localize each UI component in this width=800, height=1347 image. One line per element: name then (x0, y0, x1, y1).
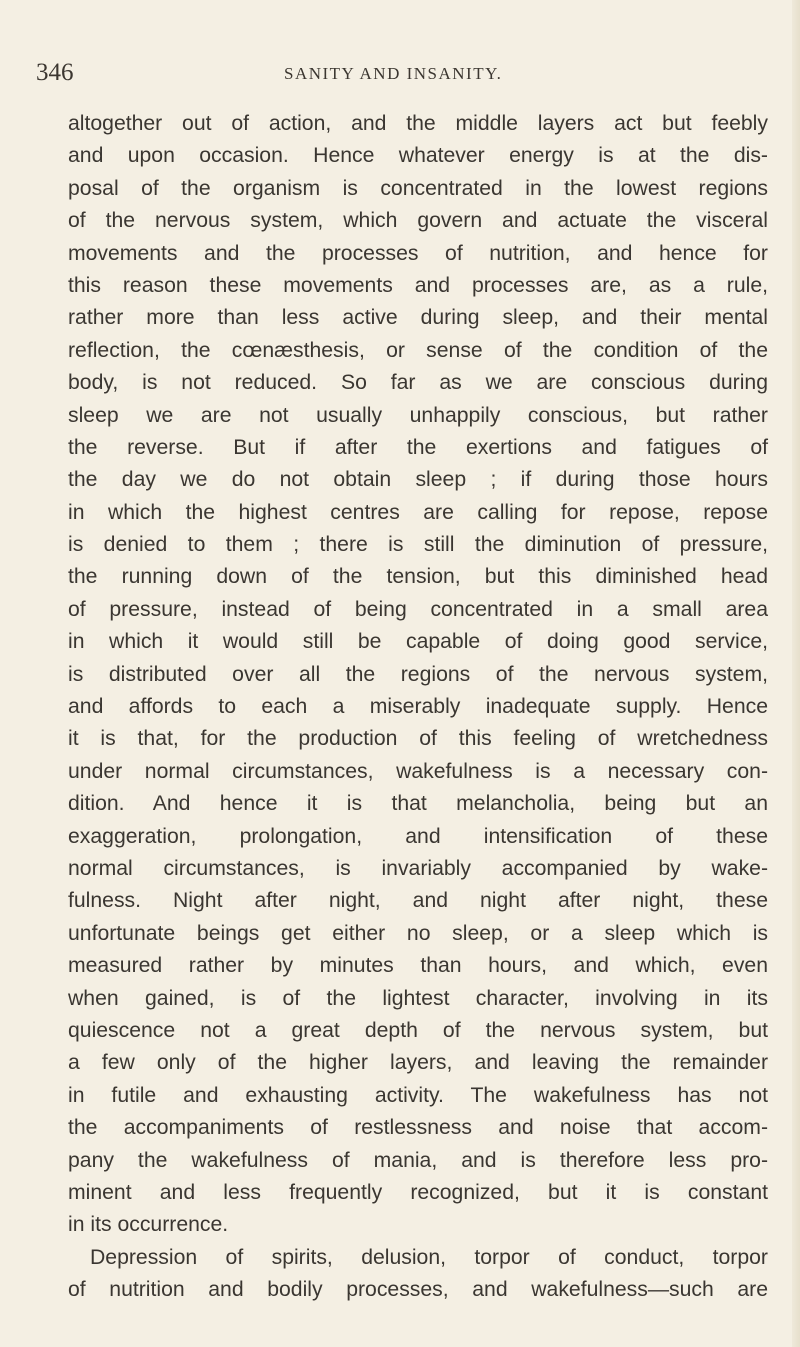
text-line: posal of the organism is concentrated in the lowest regions (68, 176, 768, 200)
text-line: measured rather by minutes than hours, and which, even (68, 954, 768, 978)
running-title: SANITY AND INSANITY. (284, 64, 503, 83)
text-line: the reverse. But if after the exertions and fatigues of (68, 435, 768, 459)
text-line: a few only of the higher layers, and leaving the remainder (68, 1051, 768, 1075)
text-line: and affords to each a miserably inadequate supply. Hence (68, 695, 768, 719)
text-line: the accompaniments of restlessness and noise that accom- (68, 1116, 768, 1140)
text-line: quiescence not a great depth of the nervous system, but (68, 1018, 768, 1042)
text-line: of the nervous system, which govern and actuate the visceral (68, 209, 768, 233)
text-line: the day we do not obtain sleep ; if during those hours (68, 468, 768, 492)
text-line: altogether out of action, and the middle layers act but feebly (68, 112, 768, 135)
running-head (36, 58, 736, 88)
text-line: in which it would still be capable of doing good service, (68, 630, 768, 654)
text-line: dition. And hence it is that melancholia, being but an (68, 792, 768, 816)
text-line: under normal circumstances, wakefulness is a necessary con- (68, 759, 768, 783)
text-line: when gained, is of the lightest character, involving in its (68, 986, 768, 1010)
text-line: in which the highest centres are calling for repose, repose (68, 500, 768, 524)
text-line: rather more than less active during sleep, and their mental (68, 306, 768, 330)
text-line: Depression of spirits, delusion, torpor of conduct, torpor (90, 1245, 768, 1269)
text-line: is distributed over all the regions of the nervous system, (68, 662, 768, 686)
text-line: reflection, the cœnæsthesis, or sense of the condition of the (68, 338, 768, 362)
text-line: in its occurrence. (68, 1213, 229, 1237)
text-line: sleep we are not usually unhappily conscious, but rather (68, 403, 768, 427)
text-line: is denied to them ; there is still the diminution of pressure, (68, 533, 768, 557)
text-line: this reason these movements and processes are, as a rule, (68, 273, 768, 297)
text-line: it is that, for the production of this feeling of wretchedness (68, 727, 768, 751)
text-line: exaggeration, prolongation, and intensification of these (68, 824, 768, 848)
page-edge (792, 0, 800, 1347)
text-line: movements and the processes of nutrition, and hence for (68, 241, 768, 265)
page-number: 346 (36, 59, 74, 86)
text-line: of pressure, instead of being concentrated in a small area (68, 597, 768, 621)
body-text (68, 108, 768, 1306)
text-line: and upon occasion. Hence whatever energy is at the dis- (68, 144, 768, 168)
text-line: pany the wakefulness of mania, and is therefore less pro- (68, 1148, 768, 1172)
text-line: the running down of the tension, but this diminished head (68, 565, 768, 589)
text-line: body, is not reduced. So far as we are conscious during (68, 371, 768, 395)
text-line: unfortunate beings get either no sleep, or a sleep which is (68, 921, 768, 945)
text-line: minent and less frequently recognized, but it is constant (68, 1180, 768, 1204)
text-line: of nutrition and bodily processes, and wakefulness—such are (68, 1278, 768, 1302)
text-line: normal circumstances, is invariably accompanied by wake- (68, 856, 768, 880)
text-line: fulness. Night after night, and night after night, these (68, 889, 768, 913)
text-line: in futile and exhausting activity. The wakefulness has not (68, 1083, 768, 1107)
paragraph (68, 1242, 768, 1307)
paragraph (68, 108, 768, 1242)
